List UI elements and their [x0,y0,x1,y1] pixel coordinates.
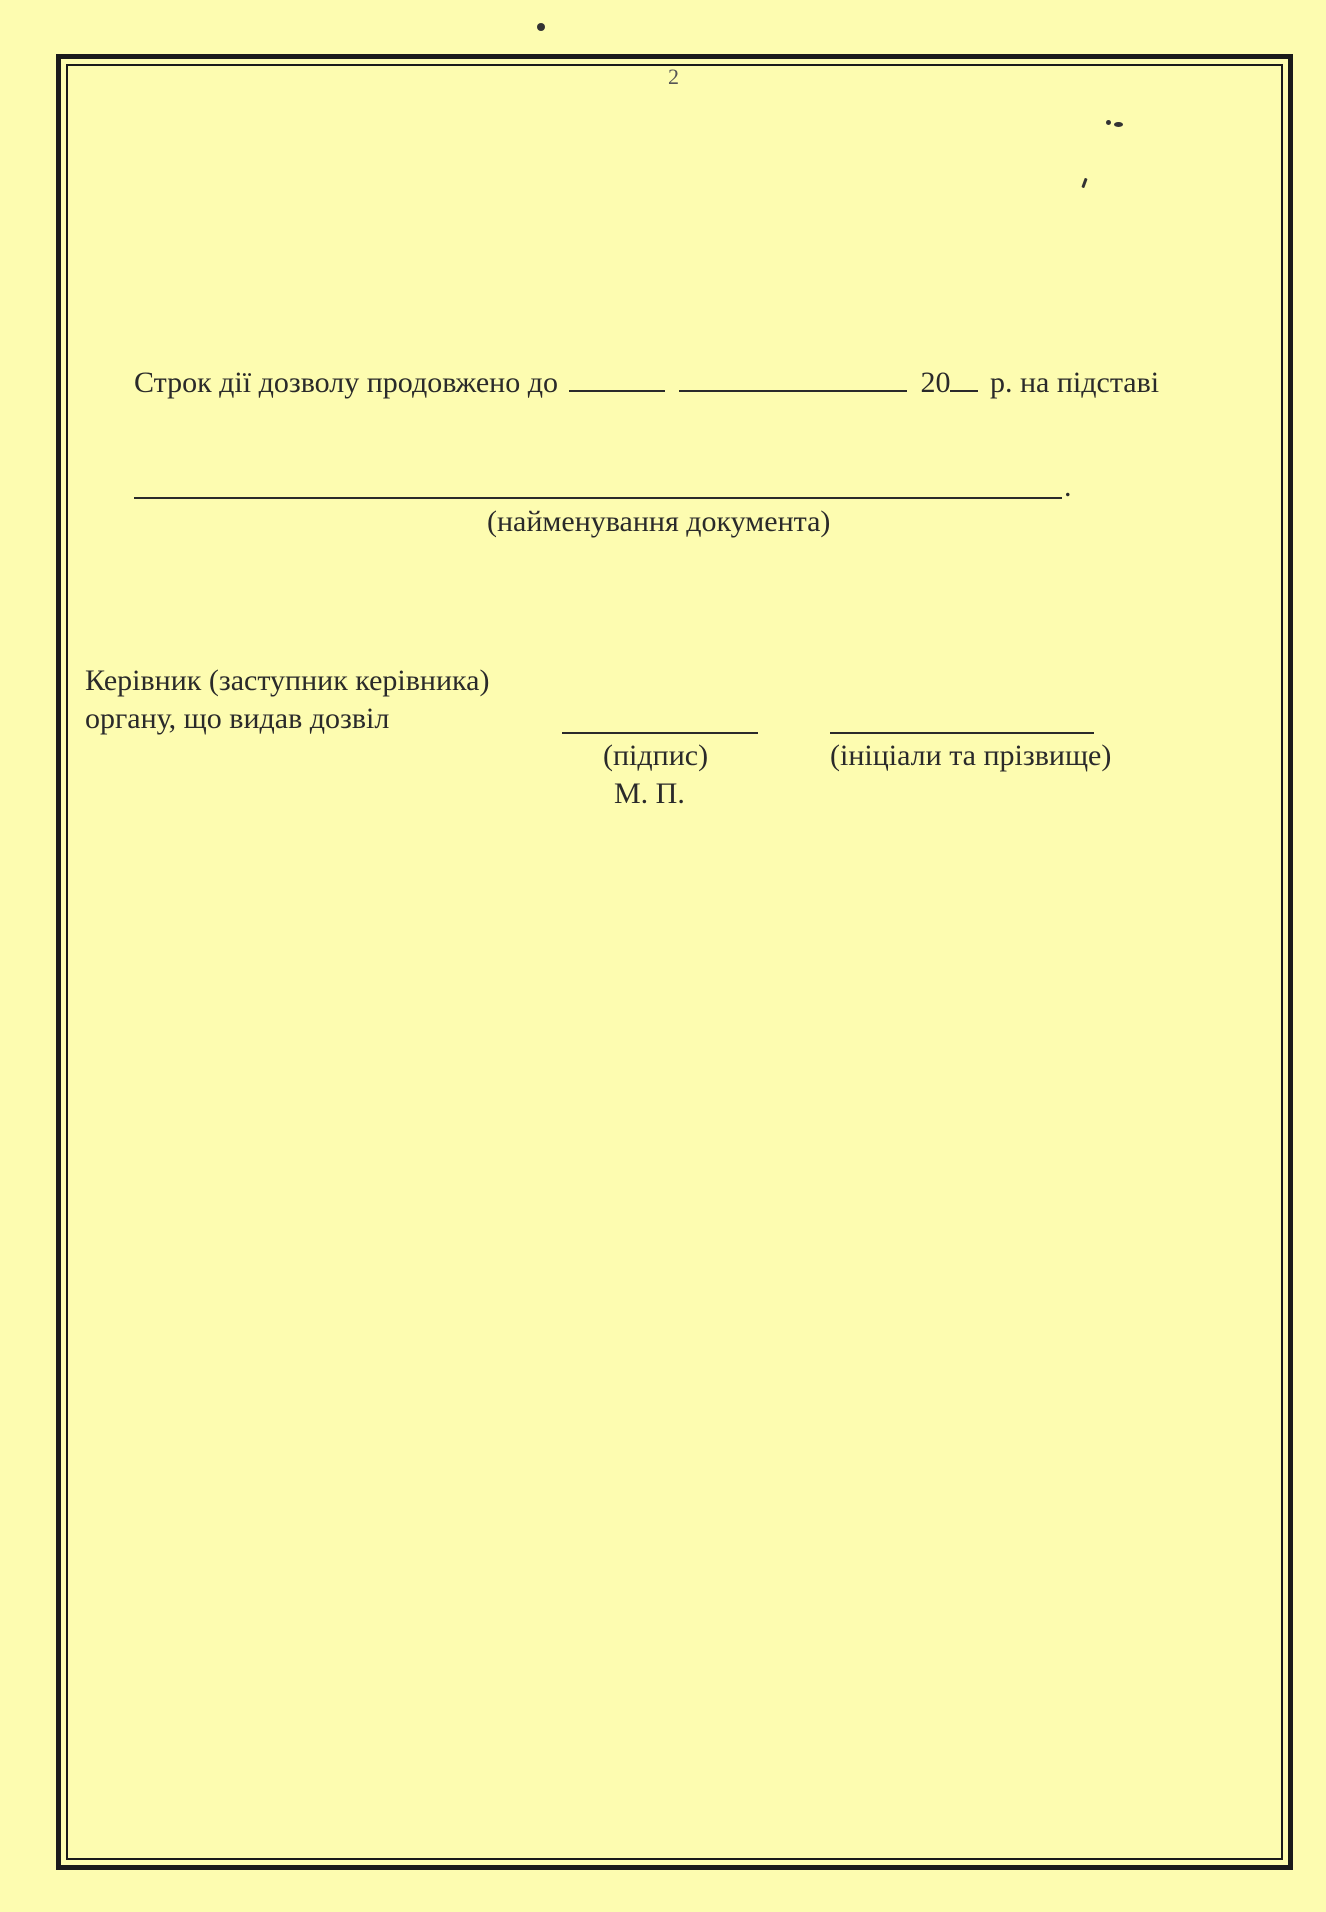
month-blank[interactable] [679,364,907,392]
extension-lead: Строк дії дозволу продовжено до [134,366,558,399]
document-caption: (найменування документа) [487,505,831,538]
scan-speck [1106,120,1111,125]
name-caption: (ініціали та прізвище) [830,739,1112,772]
head-title-line2: органу, що видав дозвіл [85,702,390,735]
document-name-line[interactable] [134,497,1062,499]
document-line-end: . [1064,470,1072,503]
year-blank[interactable] [950,364,978,392]
year-prefix: 20 [920,366,951,399]
stamp-place: М. П. [614,777,685,810]
extension-line [134,364,1159,400]
extension-suffix: р. на підставі [989,366,1160,399]
signature-line[interactable] [562,732,758,734]
page-border-inner [66,64,1283,1860]
signature-caption: (підпис) [603,739,709,772]
page-number: 2 [668,64,679,89]
scan-speck [537,23,545,31]
scan-speck [1114,122,1123,127]
head-title-line1: Керівник (заступник керівника) [85,664,490,697]
name-line[interactable] [830,732,1094,734]
day-blank[interactable] [569,364,665,392]
